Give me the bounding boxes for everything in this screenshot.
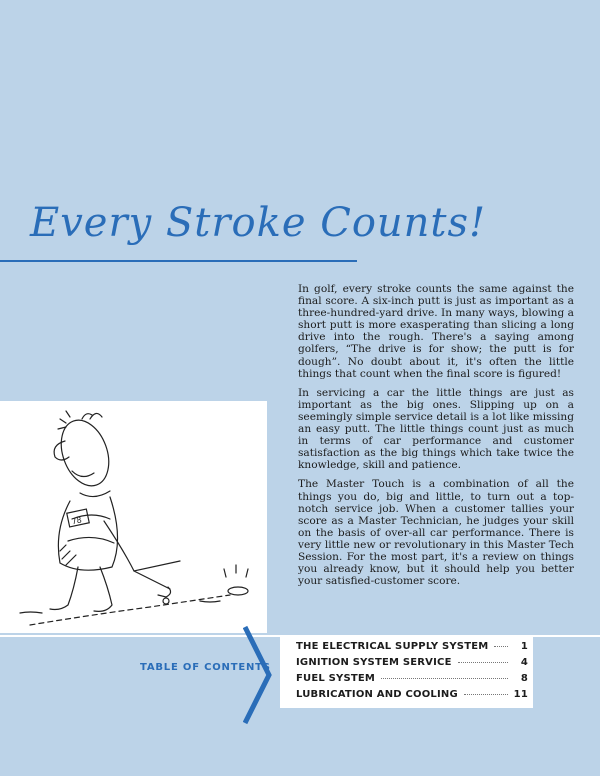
paragraph: The Master Touch is a combination of all the things you do, big and little, to turn out a top-notch service job. When a customer tallies your score as a Master Technician, he judges your skill on the basis of over-all car performance. There is very little new or revolutionary in this Master Tech Session. For the most part, it's a review on things you already know, but it should help you better your satisfied-customer score. bbox=[298, 478, 574, 588]
toc-entry-page: 11 bbox=[513, 689, 528, 700]
toc-entry[interactable] bbox=[296, 657, 528, 672]
golfer-illustration bbox=[0, 401, 267, 633]
leader-dots bbox=[494, 645, 508, 647]
toc-entry[interactable] bbox=[296, 673, 528, 688]
chevron-right-icon bbox=[243, 625, 273, 725]
toc-label: TABLE OF CONTENTS bbox=[140, 662, 271, 673]
body-text bbox=[298, 283, 574, 594]
title-underline bbox=[0, 260, 357, 262]
toc-entry-title: IGNITION SYSTEM SERVICE bbox=[296, 657, 452, 668]
toc-entry-page: 4 bbox=[520, 657, 528, 668]
paragraph: In servicing a car the little things are just as important as the big ones. Slipping up on a seemingly simple service detail is a lot like missing an easy putt. The little things count just as much in terms of car performance and customer satisfaction as the big things which take twice the knowledge, skill and patience. bbox=[298, 386, 574, 472]
cap-number: 78 bbox=[70, 515, 83, 527]
leader-dots bbox=[458, 661, 508, 663]
toc-entry-title: LUBRICATION AND COOLING bbox=[296, 689, 458, 700]
paragraph: In golf, every stroke counts the same against the final score. A six-inch putt is just as important as a three-hundred-yard drive. In many ways, blowing a short putt is more exasperating than slicing a long drive into the rough. There's a saying among golfers, “The drive is for show; the putt is for dough”. No doubt about it, it's often the little things that count when the final score is figured! bbox=[298, 283, 574, 380]
toc-entry-page: 8 bbox=[520, 673, 528, 684]
leader-dots bbox=[381, 677, 508, 679]
golfer-cartoon bbox=[0, 401, 267, 633]
toc-entry[interactable] bbox=[296, 641, 528, 656]
toc-entry-title: FUEL SYSTEM bbox=[296, 673, 376, 684]
table-of-contents bbox=[280, 637, 533, 708]
toc-entry-page: 1 bbox=[520, 641, 528, 652]
leader-dots bbox=[464, 693, 508, 695]
toc-entry[interactable] bbox=[296, 689, 528, 704]
toc-entry-title: THE ELECTRICAL SUPPLY SYSTEM bbox=[296, 641, 489, 652]
page-title: Every Stroke Counts! bbox=[30, 200, 487, 246]
